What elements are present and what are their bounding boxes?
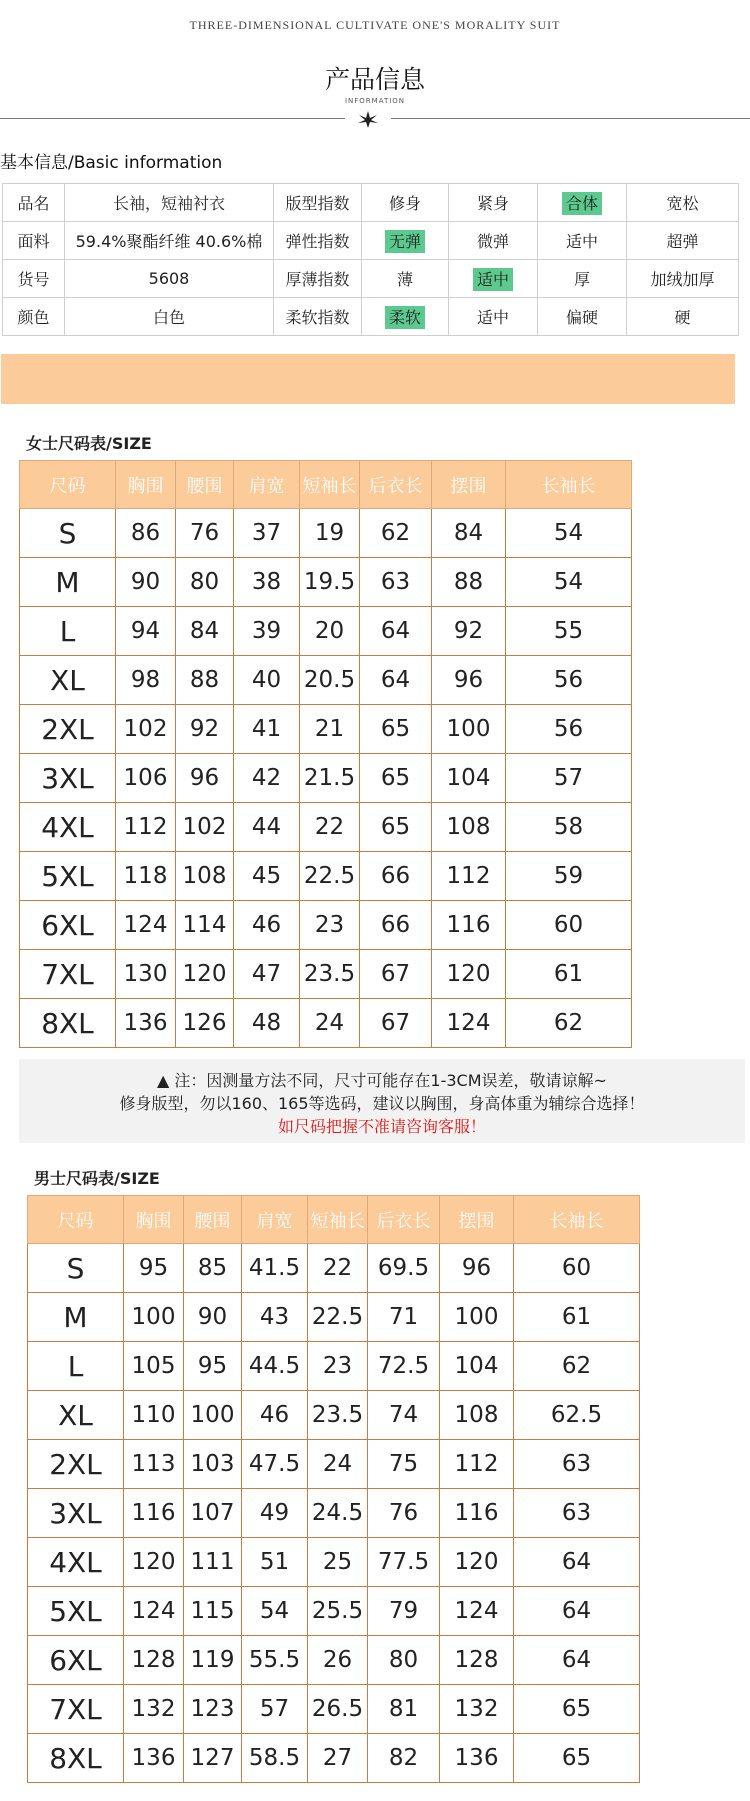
size-value: 136 bbox=[124, 1734, 184, 1783]
size-value: 126 bbox=[176, 999, 234, 1048]
index-option: 宽松 bbox=[666, 194, 699, 213]
size-label: L bbox=[28, 1342, 124, 1391]
size-label: 5XL bbox=[28, 1587, 124, 1636]
size-value: 64 bbox=[514, 1587, 640, 1636]
basic-label: 面料 bbox=[3, 222, 65, 260]
size-value: 107 bbox=[184, 1489, 242, 1538]
size-label: XL bbox=[28, 1391, 124, 1440]
index-option-cell bbox=[627, 298, 739, 336]
size-value: 63 bbox=[514, 1489, 640, 1538]
size-row bbox=[20, 852, 632, 901]
size-value: 104 bbox=[440, 1342, 514, 1391]
size-label: 3XL bbox=[20, 754, 116, 803]
size-value: 47.5 bbox=[242, 1440, 308, 1489]
leaf-icon bbox=[356, 109, 380, 129]
size-value: 37 bbox=[234, 509, 300, 558]
size-value: 77.5 bbox=[368, 1538, 440, 1587]
size-note bbox=[19, 1059, 745, 1143]
section-title: 产品信息 bbox=[324, 65, 425, 94]
size-value: 39 bbox=[234, 607, 300, 656]
size-value: 124 bbox=[116, 901, 176, 950]
size-value: 108 bbox=[176, 852, 234, 901]
size-row bbox=[20, 754, 632, 803]
size-label: 2XL bbox=[28, 1440, 124, 1489]
basic-value: 长袖，短袖衬衣 bbox=[65, 184, 274, 222]
size-value: 65 bbox=[360, 754, 432, 803]
size-value: 62 bbox=[514, 1342, 640, 1391]
size-value: 120 bbox=[176, 950, 234, 999]
size-row bbox=[28, 1440, 640, 1489]
size-value: 46 bbox=[242, 1391, 308, 1440]
size-row bbox=[20, 803, 632, 852]
size-value: 95 bbox=[184, 1342, 242, 1391]
size-value: 136 bbox=[440, 1734, 514, 1783]
size-value: 19.5 bbox=[300, 558, 360, 607]
size-row bbox=[28, 1342, 640, 1391]
size-row bbox=[28, 1734, 640, 1783]
size-value: 64 bbox=[360, 607, 432, 656]
column-header: 短袖长 bbox=[308, 1196, 368, 1244]
size-value: 63 bbox=[360, 558, 432, 607]
size-row bbox=[20, 999, 632, 1048]
size-row bbox=[20, 558, 632, 607]
size-value: 48 bbox=[234, 999, 300, 1048]
index-option: 超弹 bbox=[666, 232, 699, 251]
men-size-title: 男士尺码表/SIZE bbox=[34, 1169, 160, 1188]
size-value: 43 bbox=[242, 1293, 308, 1342]
size-value: 22.5 bbox=[300, 852, 360, 901]
size-value: 61 bbox=[514, 1293, 640, 1342]
size-value: 57 bbox=[242, 1685, 308, 1734]
tagline: THREE-DIMENSIONAL CULTIVATE ONE'S MORALITY SUIT bbox=[189, 18, 561, 32]
size-value: 128 bbox=[440, 1636, 514, 1685]
index-option-cell bbox=[449, 260, 538, 298]
size-value: 96 bbox=[176, 754, 234, 803]
column-header: 胸围 bbox=[116, 461, 176, 509]
size-label: XL bbox=[20, 656, 116, 705]
size-value: 51 bbox=[242, 1538, 308, 1587]
size-value: 22.5 bbox=[308, 1293, 368, 1342]
divider-right bbox=[391, 118, 750, 119]
size-value: 19 bbox=[300, 509, 360, 558]
size-value: 106 bbox=[116, 754, 176, 803]
size-row bbox=[20, 705, 632, 754]
size-value: 59 bbox=[506, 852, 632, 901]
index-option: 厚 bbox=[573, 270, 590, 289]
size-value: 96 bbox=[432, 656, 506, 705]
size-value: 54 bbox=[242, 1587, 308, 1636]
index-label: 柔软指数 bbox=[274, 298, 362, 336]
size-value: 21.5 bbox=[300, 754, 360, 803]
size-label: 8XL bbox=[28, 1734, 124, 1783]
size-row bbox=[28, 1391, 640, 1440]
note-line-1: ▲ 注：因测量方法不同，尺寸可能存在1-3CM误差，敬请谅解~ bbox=[157, 1071, 607, 1090]
size-value: 104 bbox=[432, 754, 506, 803]
note-line-2: 修身版型，勿以160、165等选码，建议以胸围，身高体重为辅综合选择！ bbox=[119, 1094, 645, 1113]
index-option-cell bbox=[538, 222, 627, 260]
size-label: 8XL bbox=[20, 999, 116, 1048]
size-value: 120 bbox=[124, 1538, 184, 1587]
size-value: 79 bbox=[368, 1587, 440, 1636]
size-value: 60 bbox=[514, 1244, 640, 1293]
size-value: 127 bbox=[184, 1734, 242, 1783]
women-size-table bbox=[19, 460, 632, 1048]
size-value: 63 bbox=[514, 1440, 640, 1489]
index-label: 弹性指数 bbox=[274, 222, 362, 260]
size-value: 54 bbox=[506, 558, 632, 607]
size-value: 74 bbox=[368, 1391, 440, 1440]
size-value: 75 bbox=[368, 1440, 440, 1489]
size-value: 108 bbox=[440, 1391, 514, 1440]
size-value: 72.5 bbox=[368, 1342, 440, 1391]
size-value: 114 bbox=[176, 901, 234, 950]
size-value: 81 bbox=[368, 1685, 440, 1734]
size-value: 41 bbox=[234, 705, 300, 754]
size-row bbox=[28, 1685, 640, 1734]
size-value: 112 bbox=[432, 852, 506, 901]
size-value: 21 bbox=[300, 705, 360, 754]
size-label: 5XL bbox=[20, 852, 116, 901]
size-value: 120 bbox=[432, 950, 506, 999]
size-value: 96 bbox=[440, 1244, 514, 1293]
index-option-cell bbox=[538, 298, 627, 336]
column-header: 摆围 bbox=[440, 1196, 514, 1244]
size-value: 116 bbox=[124, 1489, 184, 1538]
size-value: 67 bbox=[360, 950, 432, 999]
index-option-cell bbox=[362, 260, 449, 298]
index-option: 微弹 bbox=[476, 232, 509, 251]
column-header: 后衣长 bbox=[360, 461, 432, 509]
size-value: 90 bbox=[184, 1293, 242, 1342]
basic-info-row bbox=[3, 184, 739, 222]
size-value: 41.5 bbox=[242, 1244, 308, 1293]
size-value: 58.5 bbox=[242, 1734, 308, 1783]
size-value: 24.5 bbox=[308, 1489, 368, 1538]
index-option: 薄 bbox=[396, 270, 413, 289]
size-row bbox=[20, 509, 632, 558]
size-value: 95 bbox=[124, 1244, 184, 1293]
size-value: 130 bbox=[116, 950, 176, 999]
size-row bbox=[20, 607, 632, 656]
size-value: 80 bbox=[176, 558, 234, 607]
size-label: L bbox=[20, 607, 116, 656]
size-value: 116 bbox=[440, 1489, 514, 1538]
size-value: 23 bbox=[300, 901, 360, 950]
size-value: 60 bbox=[506, 901, 632, 950]
index-option-cell bbox=[627, 184, 739, 222]
size-value: 124 bbox=[432, 999, 506, 1048]
size-value: 24 bbox=[308, 1440, 368, 1489]
size-value: 108 bbox=[432, 803, 506, 852]
index-option-selected: 合体 bbox=[562, 192, 602, 215]
column-header: 后衣长 bbox=[368, 1196, 440, 1244]
size-value: 54 bbox=[506, 509, 632, 558]
size-label: 3XL bbox=[28, 1489, 124, 1538]
size-value: 55 bbox=[506, 607, 632, 656]
size-value: 88 bbox=[176, 656, 234, 705]
index-option: 适中 bbox=[476, 308, 509, 327]
size-value: 100 bbox=[440, 1293, 514, 1342]
size-value: 40 bbox=[234, 656, 300, 705]
size-value: 120 bbox=[440, 1538, 514, 1587]
size-value: 20 bbox=[300, 607, 360, 656]
size-value: 22 bbox=[308, 1244, 368, 1293]
size-value: 119 bbox=[184, 1636, 242, 1685]
size-value: 100 bbox=[124, 1293, 184, 1342]
women-size-title: 女士尺码表/SIZE bbox=[26, 434, 152, 453]
size-value: 110 bbox=[124, 1391, 184, 1440]
size-value: 98 bbox=[116, 656, 176, 705]
size-value: 26.5 bbox=[308, 1685, 368, 1734]
size-label: 2XL bbox=[20, 705, 116, 754]
size-value: 94 bbox=[116, 607, 176, 656]
column-header: 肩宽 bbox=[234, 461, 300, 509]
basic-info-title: 基本信息/Basic information bbox=[0, 153, 223, 173]
size-value: 82 bbox=[368, 1734, 440, 1783]
size-value: 62 bbox=[360, 509, 432, 558]
size-row bbox=[28, 1489, 640, 1538]
size-value: 136 bbox=[116, 999, 176, 1048]
size-value: 22 bbox=[300, 803, 360, 852]
size-value: 86 bbox=[116, 509, 176, 558]
size-value: 46 bbox=[234, 901, 300, 950]
index-option: 偏硬 bbox=[565, 308, 598, 327]
size-value: 65 bbox=[514, 1734, 640, 1783]
size-value: 61 bbox=[506, 950, 632, 999]
size-value: 44 bbox=[234, 803, 300, 852]
size-label: 4XL bbox=[20, 803, 116, 852]
size-value: 23 bbox=[308, 1342, 368, 1391]
size-value: 111 bbox=[184, 1538, 242, 1587]
size-row bbox=[28, 1587, 640, 1636]
basic-value: 白色 bbox=[65, 298, 274, 336]
size-value: 20.5 bbox=[300, 656, 360, 705]
size-value: 128 bbox=[124, 1636, 184, 1685]
size-label: 6XL bbox=[28, 1636, 124, 1685]
basic-info-table bbox=[2, 183, 739, 336]
column-header: 长袖长 bbox=[514, 1196, 640, 1244]
index-option: 修身 bbox=[388, 194, 421, 213]
size-row bbox=[28, 1636, 640, 1685]
size-value: 118 bbox=[116, 852, 176, 901]
index-option-cell bbox=[362, 298, 449, 336]
size-value: 132 bbox=[440, 1685, 514, 1734]
index-option: 加绒加厚 bbox=[650, 270, 715, 289]
size-value: 65 bbox=[360, 705, 432, 754]
size-value: 25.5 bbox=[308, 1587, 368, 1636]
size-value: 76 bbox=[368, 1489, 440, 1538]
size-label: S bbox=[20, 509, 116, 558]
divider-left bbox=[0, 118, 345, 119]
size-label: 4XL bbox=[28, 1538, 124, 1587]
basic-info-row bbox=[3, 298, 739, 336]
size-value: 66 bbox=[360, 901, 432, 950]
orange-banner bbox=[1, 354, 735, 404]
size-value: 44.5 bbox=[242, 1342, 308, 1391]
basic-value: 59.4%聚酯纤维 40.6%棉 bbox=[65, 222, 274, 260]
size-value: 80 bbox=[368, 1636, 440, 1685]
size-value: 113 bbox=[124, 1440, 184, 1489]
basic-info-row bbox=[3, 222, 739, 260]
column-header: 尺码 bbox=[20, 461, 116, 509]
size-value: 116 bbox=[432, 901, 506, 950]
size-value: 23.5 bbox=[308, 1391, 368, 1440]
column-header: 短袖长 bbox=[300, 461, 360, 509]
size-value: 84 bbox=[432, 509, 506, 558]
size-label: M bbox=[28, 1293, 124, 1342]
size-value: 25 bbox=[308, 1538, 368, 1587]
basic-label: 品名 bbox=[3, 184, 65, 222]
size-value: 62.5 bbox=[514, 1391, 640, 1440]
basic-label: 颜色 bbox=[3, 298, 65, 336]
index-option-cell bbox=[449, 298, 538, 336]
size-row bbox=[20, 656, 632, 705]
size-value: 103 bbox=[184, 1440, 242, 1489]
size-value: 115 bbox=[184, 1587, 242, 1636]
column-header: 胸围 bbox=[124, 1196, 184, 1244]
column-header: 长袖长 bbox=[506, 461, 632, 509]
index-option-cell bbox=[538, 184, 627, 222]
size-row bbox=[20, 901, 632, 950]
size-value: 26 bbox=[308, 1636, 368, 1685]
index-option: 硬 bbox=[674, 308, 691, 327]
basic-label: 货号 bbox=[3, 260, 65, 298]
index-option-cell bbox=[538, 260, 627, 298]
index-option-cell bbox=[449, 222, 538, 260]
size-label: 7XL bbox=[28, 1685, 124, 1734]
size-value: 45 bbox=[234, 852, 300, 901]
size-row bbox=[20, 950, 632, 999]
size-value: 84 bbox=[176, 607, 234, 656]
size-value: 56 bbox=[506, 705, 632, 754]
size-value: 64 bbox=[514, 1636, 640, 1685]
size-value: 132 bbox=[124, 1685, 184, 1734]
column-header: 肩宽 bbox=[242, 1196, 308, 1244]
basic-value: 5608 bbox=[65, 260, 274, 298]
size-value: 102 bbox=[116, 705, 176, 754]
size-value: 65 bbox=[360, 803, 432, 852]
size-label: 6XL bbox=[20, 901, 116, 950]
index-option-selected: 柔软 bbox=[385, 306, 425, 329]
size-value: 47 bbox=[234, 950, 300, 999]
size-value: 64 bbox=[514, 1538, 640, 1587]
note-line-3: 如尺码把握不准请咨询客服！ bbox=[277, 1117, 486, 1136]
size-value: 76 bbox=[176, 509, 234, 558]
size-value: 64 bbox=[360, 656, 432, 705]
section-subtitle: INFORMATION bbox=[344, 97, 406, 105]
size-value: 105 bbox=[124, 1342, 184, 1391]
size-value: 69.5 bbox=[368, 1244, 440, 1293]
index-option-cell bbox=[627, 222, 739, 260]
size-value: 123 bbox=[184, 1685, 242, 1734]
index-option: 适中 bbox=[565, 232, 598, 251]
size-value: 66 bbox=[360, 852, 432, 901]
size-value: 112 bbox=[440, 1440, 514, 1489]
index-option: 紧身 bbox=[476, 194, 509, 213]
size-value: 67 bbox=[360, 999, 432, 1048]
size-value: 49 bbox=[242, 1489, 308, 1538]
index-option-cell bbox=[449, 184, 538, 222]
size-value: 57 bbox=[506, 754, 632, 803]
column-header: 摆围 bbox=[432, 461, 506, 509]
column-header: 尺码 bbox=[28, 1196, 124, 1244]
index-option-cell bbox=[362, 222, 449, 260]
size-value: 71 bbox=[368, 1293, 440, 1342]
size-value: 88 bbox=[432, 558, 506, 607]
size-value: 55.5 bbox=[242, 1636, 308, 1685]
size-value: 56 bbox=[506, 656, 632, 705]
size-label: M bbox=[20, 558, 116, 607]
index-label: 厚薄指数 bbox=[274, 260, 362, 298]
index-option-cell bbox=[627, 260, 739, 298]
size-value: 65 bbox=[514, 1685, 640, 1734]
men-size-table bbox=[27, 1195, 640, 1783]
size-value: 92 bbox=[432, 607, 506, 656]
size-value: 24 bbox=[300, 999, 360, 1048]
size-value: 90 bbox=[116, 558, 176, 607]
size-value: 85 bbox=[184, 1244, 242, 1293]
column-header: 腰围 bbox=[176, 461, 234, 509]
size-label: S bbox=[28, 1244, 124, 1293]
size-value: 23.5 bbox=[300, 950, 360, 999]
index-option-cell bbox=[362, 184, 449, 222]
size-value: 100 bbox=[184, 1391, 242, 1440]
size-row bbox=[28, 1538, 640, 1587]
size-row bbox=[28, 1244, 640, 1293]
index-option-selected: 适中 bbox=[473, 268, 513, 291]
column-header: 腰围 bbox=[184, 1196, 242, 1244]
size-value: 92 bbox=[176, 705, 234, 754]
size-row bbox=[28, 1293, 640, 1342]
size-value: 62 bbox=[506, 999, 632, 1048]
size-value: 102 bbox=[176, 803, 234, 852]
size-value: 112 bbox=[116, 803, 176, 852]
size-value: 58 bbox=[506, 803, 632, 852]
size-label: 7XL bbox=[20, 950, 116, 999]
size-value: 27 bbox=[308, 1734, 368, 1783]
size-value: 38 bbox=[234, 558, 300, 607]
size-value: 42 bbox=[234, 754, 300, 803]
index-option-selected: 无弹 bbox=[385, 230, 425, 253]
basic-info-row bbox=[3, 260, 739, 298]
size-value: 100 bbox=[432, 705, 506, 754]
size-value: 124 bbox=[440, 1587, 514, 1636]
size-value: 124 bbox=[124, 1587, 184, 1636]
index-label: 版型指数 bbox=[274, 184, 362, 222]
